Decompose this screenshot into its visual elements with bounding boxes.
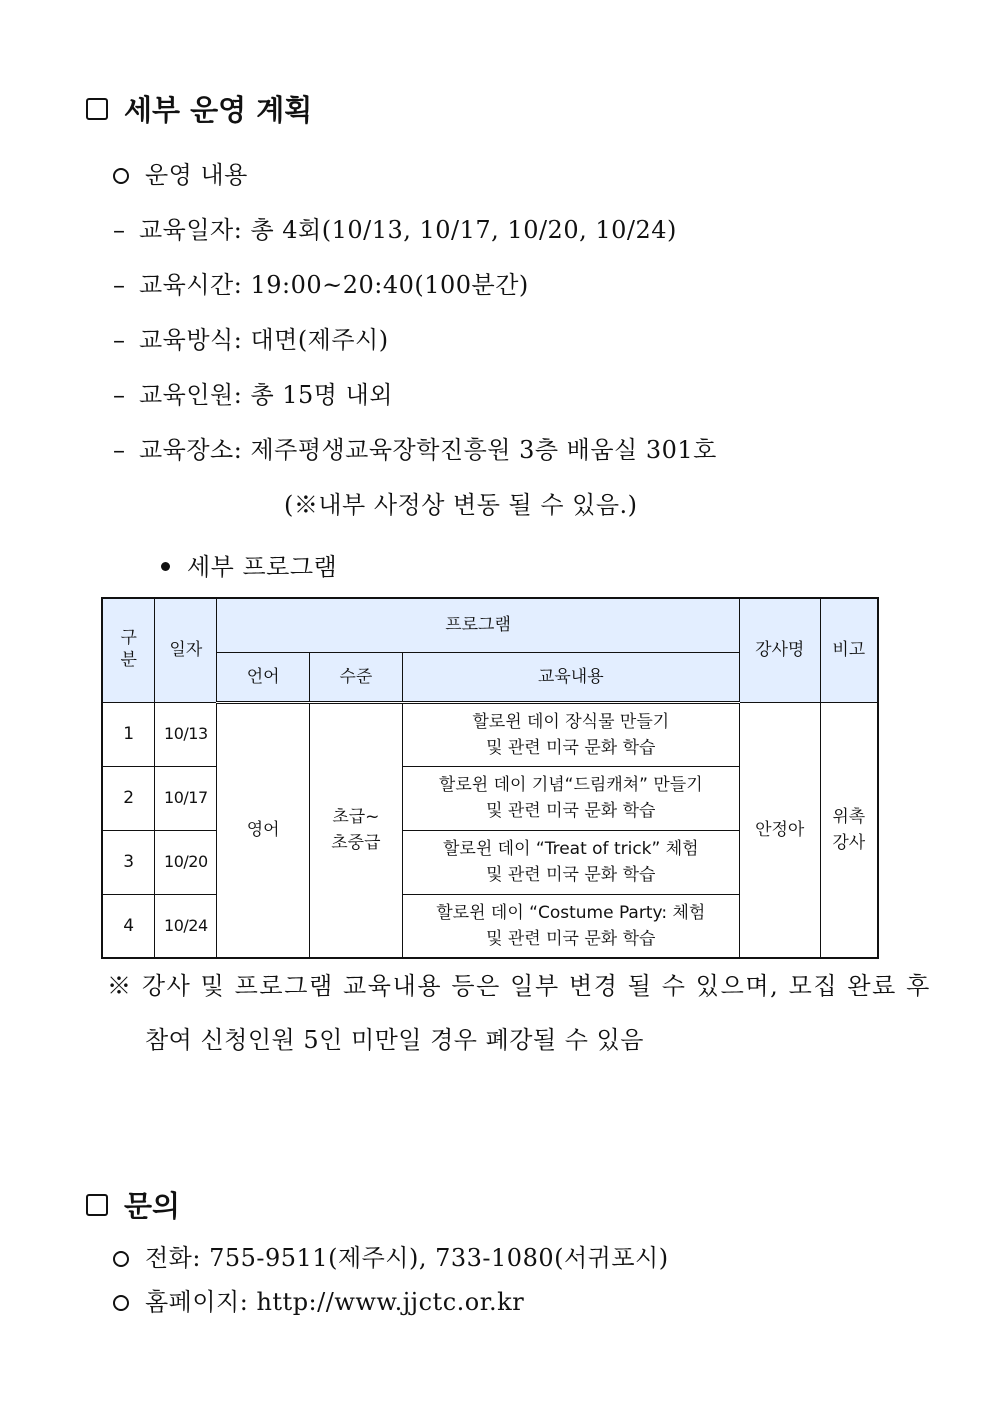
cell-date: 10/24 [155, 894, 217, 958]
detail-line-date: – 교육일자: 총 4회(10/13, 10/17, 10/20, 10/24) [113, 216, 677, 244]
detail-line-method: – 교육방식: 대면(제주시) [113, 326, 389, 354]
detail-text: 교육방식: 대면(제주시) [139, 326, 389, 354]
cell-content: 할로윈 데이 장식물 만들기 및 관련 미국 문화 학습 [402, 702, 739, 766]
detail-text: 교육인원: 총 15명 내외 [139, 381, 393, 409]
cell-no: 1 [102, 702, 155, 766]
cell-content: 할로윈 데이 “Costume Party: 체험 및 관련 미국 문화 학습 [402, 894, 739, 958]
detail-line-place: – 교육장소: 제주평생교육장학진흥원 3층 배움실 301호 [113, 436, 717, 464]
section-heading-plan [86, 88, 312, 129]
cell-date: 10/17 [155, 766, 217, 830]
checkbox-square-icon [86, 98, 108, 120]
bullet-program [161, 547, 337, 582]
detail-text: 교육일자: 총 4회(10/13, 10/17, 10/20, 10/24) [139, 216, 677, 244]
cell-remark: 위촉 강사 [820, 702, 878, 958]
detail-line-time: – 교육시간: 19:00~20:40(100분간) [113, 271, 529, 299]
header-date: 일자 [155, 598, 217, 702]
cell-instructor: 안정아 [739, 702, 820, 958]
cell-level: 초급~ 초중급 [310, 702, 403, 958]
cell-date: 10/13 [155, 702, 217, 766]
table-row [102, 702, 878, 766]
header-level: 수준 [310, 652, 403, 702]
circle-bullet-icon [113, 1251, 129, 1267]
circle-bullet-icon [113, 1295, 129, 1311]
bullet-text: 세부 프로그램 [187, 553, 338, 581]
header-program: 프로그램 [217, 598, 740, 652]
header-content: 교육내용 [402, 652, 739, 702]
checkbox-square-icon [86, 1194, 108, 1216]
circle-bullet-icon [113, 168, 129, 184]
dot-bullet-icon [161, 562, 170, 571]
header-instructor: 강사명 [739, 598, 820, 702]
header-remark: 비고 [820, 598, 878, 702]
header-language: 언어 [217, 652, 310, 702]
phone-text: 전화: 755-9511(제주시), 733-1080(서귀포시) [145, 1244, 669, 1272]
section-heading-text: 문의 [124, 1189, 181, 1223]
detail-line-people: – 교육인원: 총 15명 내외 [113, 381, 393, 409]
bullet-text: 운영 내용 [145, 161, 248, 189]
change-note: (※내부 사정상 변동 될 수 있음.) [284, 491, 638, 519]
cell-no: 3 [102, 830, 155, 894]
cell-no: 4 [102, 894, 155, 958]
bullet-operation [113, 155, 248, 190]
header-no: 구 분 [102, 598, 155, 702]
cell-no: 2 [102, 766, 155, 830]
footnote-line-1: ※ 강사 및 프로그램 교육내용 등은 일부 변경 될 수 있으며, 모집 완료 후 [107, 972, 931, 1000]
cell-language: 영어 [217, 702, 310, 958]
program-table [101, 597, 879, 959]
homepage-text[interactable]: 홈페이지: http://www.jjctc.or.kr [145, 1288, 525, 1316]
detail-text: 교육장소: 제주평생교육장학진흥원 3층 배움실 301호 [139, 436, 717, 464]
contact-phone [113, 1238, 669, 1273]
detail-text: 교육시간: 19:00~20:40(100분간) [139, 271, 529, 299]
footnote-line-2: 참여 신청인원 5인 미만일 경우 폐강될 수 있음 [145, 1026, 644, 1054]
contact-homepage [113, 1282, 524, 1317]
cell-date: 10/20 [155, 830, 217, 894]
section-heading-text: 세부 운영 계획 [124, 93, 313, 127]
section-heading-contact [86, 1184, 180, 1225]
cell-content: 할로윈 데이 “Treat of trick” 체험 및 관련 미국 문화 학습 [402, 830, 739, 894]
cell-content: 할로윈 데이 기념“드림캐쳐” 만들기 및 관련 미국 문화 학습 [402, 766, 739, 830]
